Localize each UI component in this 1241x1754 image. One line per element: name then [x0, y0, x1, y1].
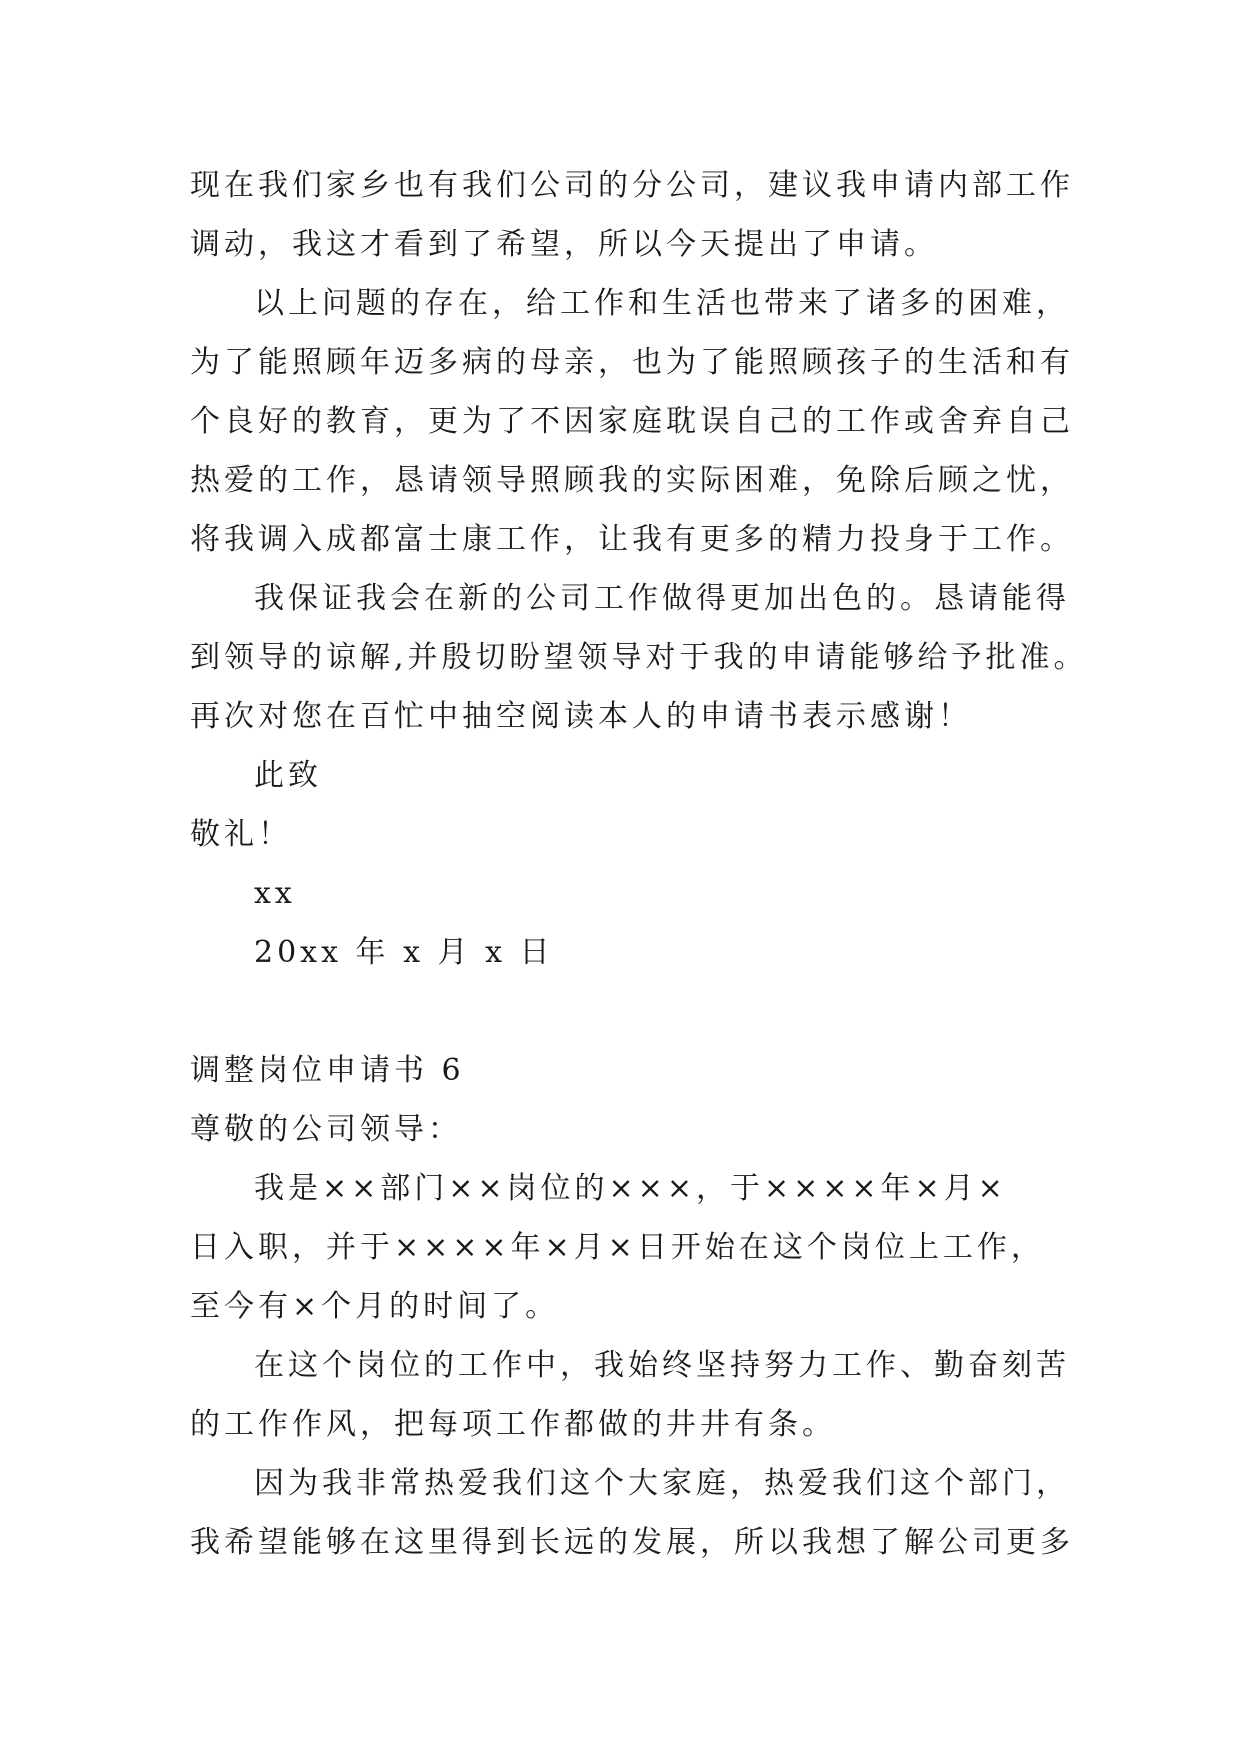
- text-line: 的工作作风，把每项工作都做的井井有条。: [190, 1407, 836, 1442]
- text-line: 再次对您在百忙中抽空阅读本人的申请书表示感谢！: [190, 699, 972, 734]
- text-line: 将我调入成都富士康工作，让我有更多的精力投身于工作。: [190, 522, 1074, 557]
- text-line: 以上问题的存在，给工作和生活也带来了诸多的困难，: [254, 286, 1070, 321]
- text-line: 因为我非常热爱我们这个大家庭，热爱我们这个部门，: [254, 1466, 1070, 1501]
- text-line: 热爱的工作，恳请领导照顾我的实际困难，免除后顾之忧，: [190, 463, 1074, 498]
- text-line: 我保证我会在新的公司工作做得更加出色的。恳请能得: [254, 581, 1070, 616]
- text-line: 个良好的教育，更为了不因家庭耽误自己的工作或舍弃自己: [190, 404, 1074, 439]
- text-line: 调动，我这才看到了希望，所以今天提出了申请。: [190, 227, 938, 262]
- text-line: 现在我们家乡也有我们公司的分公司，建议我申请内部工作: [190, 168, 1074, 203]
- text-line: 在这个岗位的工作中，我始终坚持努力工作、勤奋刻苦: [254, 1348, 1070, 1383]
- text-line: 我是××部门××岗位的×××，于××××年×月×: [254, 1171, 1007, 1206]
- signature-text: xx: [254, 876, 296, 911]
- text-line: 日入职，并于××××年×月×日开始在这个岗位上工作，: [190, 1230, 1045, 1265]
- section-title: 调整岗位申请书 6: [190, 1053, 465, 1088]
- text-line: 到领导的谅解,并殷切盼望领导对于我的申请能够给予批准。: [190, 640, 1088, 675]
- closing-text: 此致: [254, 758, 322, 793]
- greeting-text: 尊敬的公司领导：: [190, 1112, 462, 1147]
- salute-text: 敬礼！: [190, 817, 292, 852]
- text-line: 我希望能够在这里得到长远的发展，所以我想了解公司更多: [190, 1525, 1074, 1560]
- text-line: 至今有×个月的时间了。: [190, 1289, 560, 1324]
- date-text: 20xx 年 x 月 x 日: [254, 935, 554, 970]
- text-line: 为了能照顾年迈多病的母亲，也为了能照顾孩子的生活和有: [190, 345, 1074, 380]
